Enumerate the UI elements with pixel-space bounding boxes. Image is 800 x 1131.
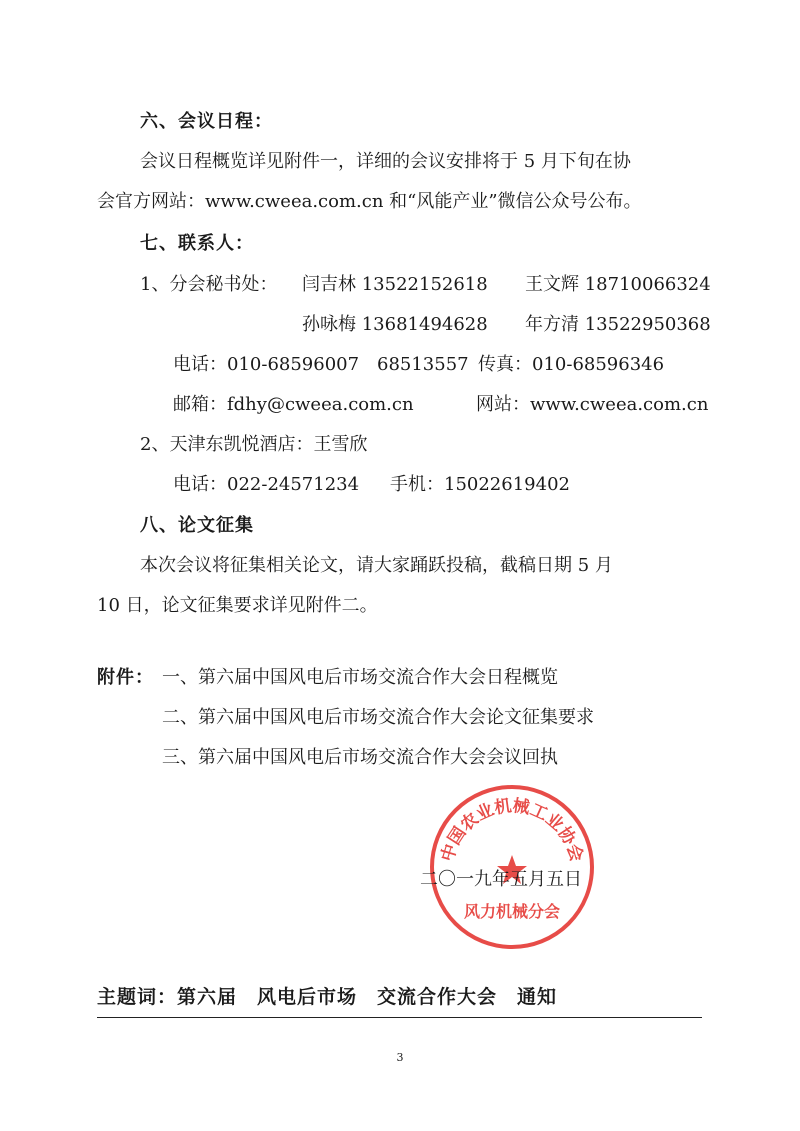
attachments-label: 附件： <box>97 667 154 688</box>
seal-text-bottom: 风力机械分会 <box>463 902 561 921</box>
hotel-mobile-line <box>390 473 570 497</box>
contact-row <box>525 313 711 337</box>
fax-label: 传真： <box>478 354 532 375</box>
fax-line <box>478 353 664 377</box>
telephone-number-2: 68513557 <box>377 354 469 375</box>
organization-seal <box>428 783 596 951</box>
section-6-heading: 六、会议日程： <box>140 111 273 132</box>
contact-name: 王文辉 <box>525 274 579 295</box>
subject-terms: 第六届 风电后市场 交流合作大会 通知 <box>177 986 558 1008</box>
hotel-label: 2、天津东凯悦酒店： <box>140 434 314 455</box>
fax-number: 010-68596346 <box>532 354 665 375</box>
contact-name: 闫吉林 <box>302 274 356 295</box>
telephone-label: 电话： <box>173 354 227 375</box>
section-6-paragraph-line-1: 会议日程概览详见附件一，详细的会议安排将于 5 月下旬在协 <box>140 151 631 172</box>
contact-phone: 13522152618 <box>361 274 488 295</box>
section-7-heading: 七、联系人： <box>140 233 254 254</box>
hotel-line <box>140 433 367 457</box>
telephone-number: 010-68596007 <box>227 354 360 375</box>
section-6-paragraph-line-2: 会官方网站：www.cweea.com.cn 和“风能产业”微信公众号公布。 <box>97 191 642 212</box>
contact-phone: 18710066324 <box>584 274 711 295</box>
email-line <box>173 393 414 417</box>
section-8-paragraph-line-1: 本次会议将征集相关论文，请大家踊跃投稿，截稿日期 5 月 <box>140 555 613 576</box>
attachment-item: 二、第六届中国风电后市场交流合作大会论文征集要求 <box>162 707 594 728</box>
contact-phone: 13681494628 <box>361 314 488 335</box>
hotel-contact: 王雪欣 <box>313 434 368 455</box>
contact-name: 孙咏梅 <box>302 314 356 335</box>
website-label: 网站： <box>476 394 530 415</box>
secretariat-label: 1、分会秘书处： <box>140 274 278 295</box>
website-link[interactable]: www.cweea.com.cn <box>530 394 709 415</box>
contact-row <box>302 313 488 337</box>
hotel-mobile-label: 手机： <box>390 474 444 495</box>
hotel-telephone-line <box>173 473 359 497</box>
telephone-line <box>173 353 359 377</box>
section-8-heading: 八、论文征集 <box>140 515 254 536</box>
hotel-telephone-number: 022-24571234 <box>227 474 360 495</box>
contact-name: 年方清 <box>525 314 579 335</box>
seal-text-top: 中国农业机械工业协会 <box>437 796 587 864</box>
attachment-item: 三、第六届中国风电后市场交流合作大会会议回执 <box>162 747 558 768</box>
attachment-item: 一、第六届中国风电后市场交流合作大会日程概览 <box>162 667 558 688</box>
signature-date: 二〇一九年五月五日 <box>420 869 582 890</box>
divider <box>97 1017 702 1018</box>
section-8-paragraph-line-2: 10 日，论文征集要求详见附件二。 <box>97 595 378 616</box>
contact-row <box>302 273 488 297</box>
page-number: 3 <box>396 1051 404 1064</box>
email-label: 邮箱： <box>173 394 227 415</box>
subject-line <box>97 985 557 1009</box>
email-address[interactable]: fdhy@cweea.com.cn <box>227 394 414 415</box>
website-line <box>476 393 708 417</box>
subject-label: 主题词： <box>97 986 178 1008</box>
contact-row <box>525 273 711 297</box>
hotel-telephone-label: 电话： <box>173 474 227 495</box>
hotel-mobile-number: 15022619402 <box>444 474 570 495</box>
contact-phone: 13522950368 <box>584 314 711 335</box>
